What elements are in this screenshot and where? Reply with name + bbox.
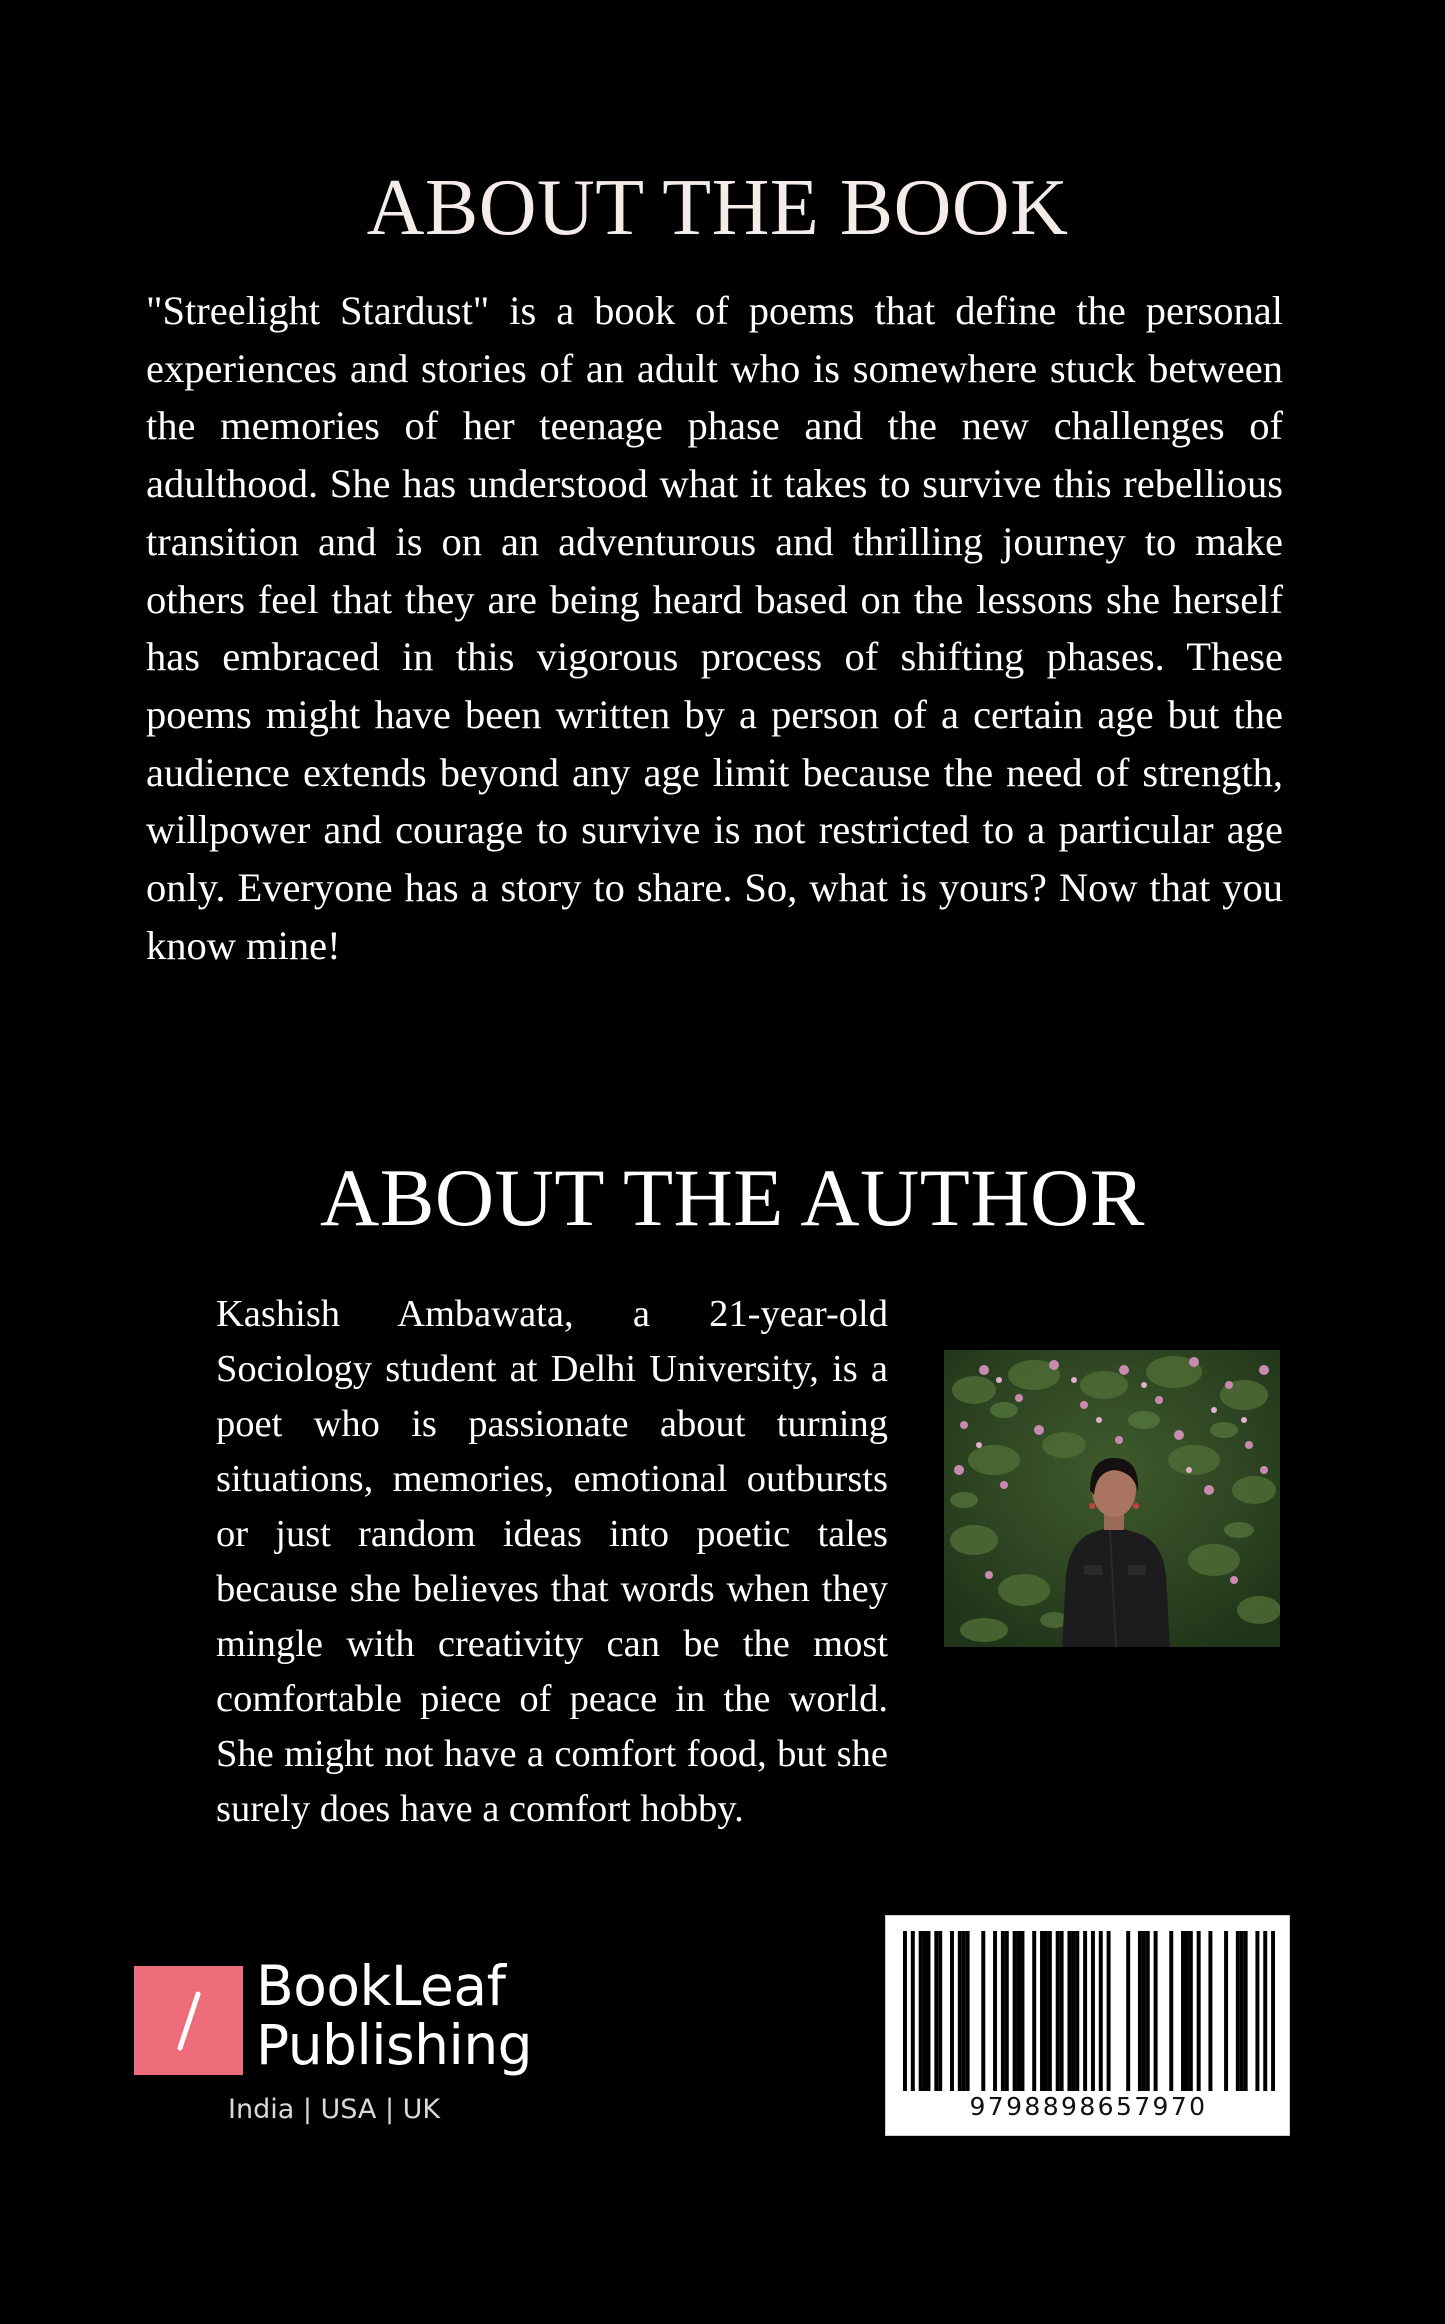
- barcode-bar: [981, 1931, 985, 2091]
- barcode-bar: [950, 1931, 954, 2091]
- barcode-bars: [903, 1931, 1275, 2091]
- barcode-bar: [1032, 1931, 1036, 2091]
- author-photo-image: [944, 1350, 1280, 1647]
- publisher-name-line2: Publishing: [256, 2013, 533, 2077]
- barcode-bar: [1255, 1931, 1259, 2091]
- barcode-bar: [1236, 1931, 1240, 2091]
- author-photo: [944, 1350, 1280, 1647]
- publisher-regions: India | USA | UK: [228, 2094, 441, 2125]
- barcode-bar: [1099, 1931, 1103, 2091]
- barcode-bar: [926, 1931, 930, 2091]
- barcode-bar: [1146, 1931, 1150, 2091]
- barcode-bar: [1056, 1931, 1060, 2091]
- barcode-bar: [1013, 1931, 1017, 2091]
- about-author-heading: ABOUT THE AUTHOR: [320, 1152, 1145, 1243]
- about-author-text: Kashish Ambawata, a 21-year-old Sociology student at Delhi University, is a poet who is passionate about turning situations, memories, emotional outbursts or just random ideas into poetic tales because she believes that words when they mingle with creativity can be the most comfortable piece of peace in the world. She might not have a comfort food, but she surely does have a comfort hobby.: [216, 1293, 888, 1830]
- barcode-bar: [1017, 1931, 1021, 2091]
- barcode-bar: [1126, 1931, 1130, 2091]
- about-book-text: "Streelight Stardust" is a book of poems that define the personal experiences and stories of an adult who is somewhere stuck between the memories of her teenage phase and the new challenges of adulthood. She has understood what it takes to survive this rebellious transition and is on an adventurous and thrilling journey to make others feel that they are being heard based on the lessons she herself has embraced in this vigorous process of shifting phases. These poems might have been written by a person of a certain age but the audience extends beyond any age limit because the need of strength, willpower and courage to survive is not restricted to a particular age only. Everyone has a story to share. So, what is yours? Now that you know mine!: [146, 288, 1283, 968]
- barcode-bar: [1091, 1931, 1095, 2091]
- barcode-bar: [1224, 1931, 1228, 2091]
- barcode-bar: [1075, 1931, 1079, 2091]
- publisher-logo: [134, 1954, 554, 2125]
- barcode-bar: [1001, 1931, 1005, 2091]
- barcode-bar: [1044, 1931, 1048, 2091]
- barcode-bar: [1244, 1931, 1248, 2091]
- barcode-bar: [1185, 1931, 1189, 2091]
- barcode-bar: [1005, 1931, 1009, 2091]
- barcode-bar: [1020, 1931, 1024, 2091]
- barcode-bar: [1060, 1931, 1064, 2091]
- barcode-bar: [923, 1931, 927, 2091]
- barcode-bar: [903, 1931, 907, 2091]
- barcode-bar: [1208, 1931, 1212, 2091]
- barcode-bar: [1263, 1931, 1267, 2091]
- barcode-bar: [1067, 1931, 1071, 2091]
- barcode-bar: [1138, 1931, 1142, 2091]
- barcode-bar: [1040, 1931, 1044, 2091]
- barcode-bar: [919, 1931, 923, 2091]
- publisher-name-line1: BookLeaf: [256, 1954, 506, 2018]
- barcode-bar: [1181, 1931, 1185, 2091]
- barcode-bar: [911, 1931, 915, 2091]
- barcode-bar: [958, 1931, 962, 2091]
- about-book-heading: ABOUT THE BOOK: [366, 164, 1069, 252]
- barcode: [885, 1915, 1290, 2136]
- barcode-bar: [1240, 1931, 1244, 2091]
- barcode-bar: [1271, 1931, 1275, 2091]
- barcode-number: 9798898657970: [969, 2092, 1208, 2121]
- barcode-bar: [1142, 1931, 1146, 2091]
- barcode-bar: [1169, 1931, 1173, 2091]
- barcode-bar: [1189, 1931, 1193, 2091]
- barcode-bar: [966, 1931, 970, 2091]
- barcode-bar: [1197, 1931, 1201, 2091]
- barcode-bar: [1154, 1931, 1158, 2091]
- barcode-bar: [934, 1931, 938, 2091]
- barcode-bar: [962, 1931, 966, 2091]
- barcode-bar: [938, 1931, 942, 2091]
- barcode-bar: [1083, 1931, 1087, 2091]
- slash-icon: [164, 1976, 214, 2066]
- barcode-bar: [1048, 1931, 1052, 2091]
- barcode-bar: [1071, 1931, 1075, 2091]
- barcode-bar: [993, 1931, 997, 2091]
- barcode-bar: [1107, 1931, 1111, 2091]
